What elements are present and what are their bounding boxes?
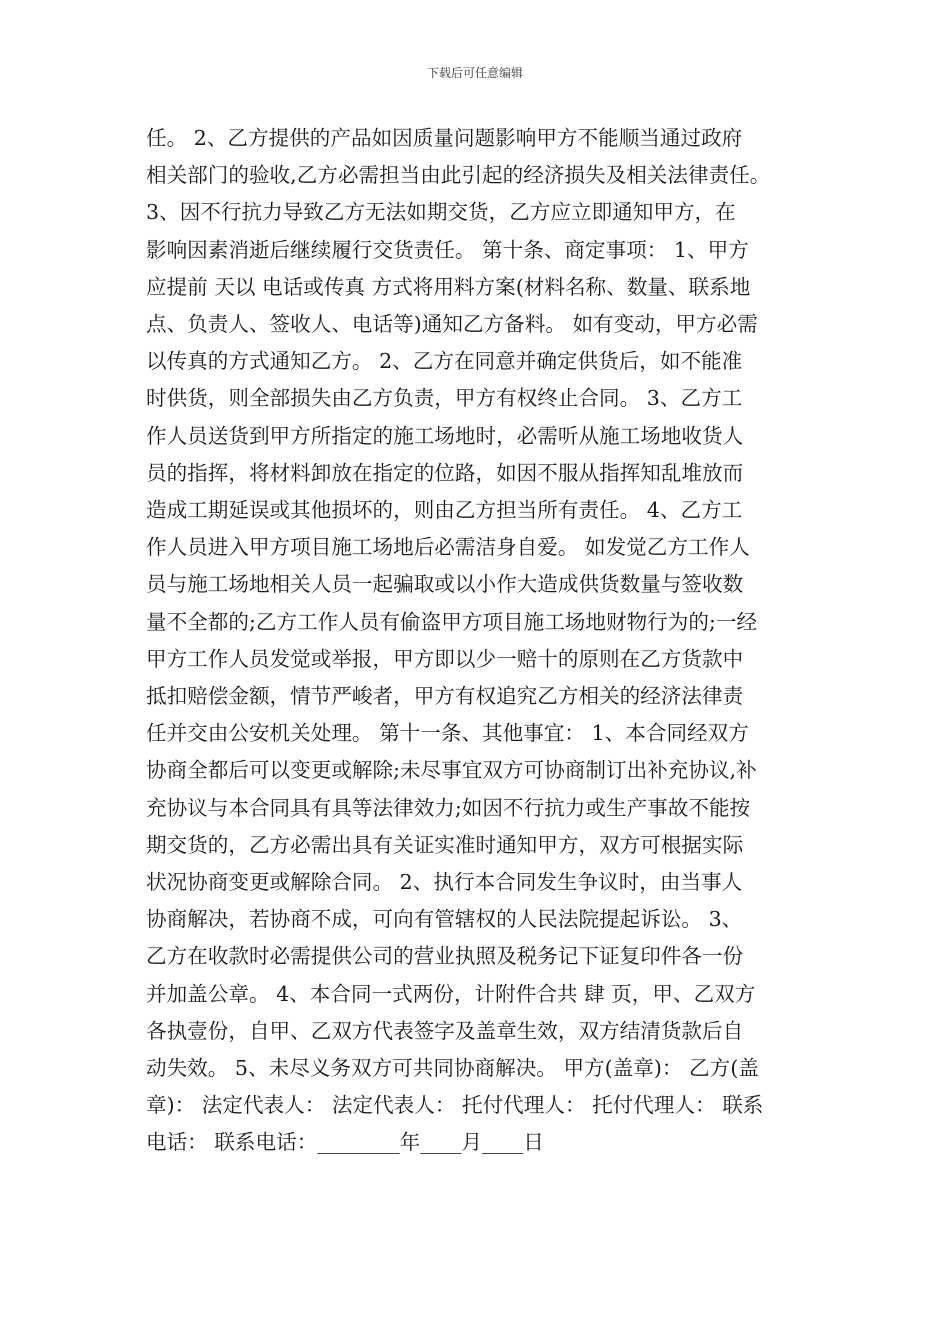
text-line: 影响因素消逝后继续履行交货责任。 第十条、商定事项： 1、甲方 bbox=[146, 237, 749, 262]
text-line: 相关部门的验收,乙方必需担当由此引起的经济损失及相关法律责任。 bbox=[146, 163, 771, 188]
text-line: 动失效。 5、未尽义务双方可共同协商解决。 甲方(盖章)： 乙方(盖 bbox=[146, 1056, 759, 1081]
text-line: 任。 2、乙方提供的产品如因质量问题影响甲方不能顺当通过政府 bbox=[146, 126, 743, 150]
text-line: 作人员进入甲方项目施工场地后必需洁身自爱。 如发觉乙方工作人 bbox=[146, 535, 750, 560]
text-line: 任并交由公安机关处理。 第十一条、其他事宜： 1、本合同经双方 bbox=[146, 721, 749, 746]
text-line: 以传真的方式通知乙方。 2、乙方在同意并确定供货后，如不能准 bbox=[146, 349, 743, 374]
text-line: 3、因不行抗力导致乙方无法如期交货，乙方应立即通知甲方，在 bbox=[146, 200, 736, 225]
text-line: 应提前 天以 电话或传真 方式将用料方案(材料名称、数量、联系地 bbox=[146, 274, 751, 299]
text-line: 电话： 联系电话：________年____月____日 bbox=[146, 1130, 544, 1155]
text-line: 员的指挥，将材料卸放在指定的位路，如因不服从指挥知乱堆放而 bbox=[146, 460, 744, 485]
text-line: 乙方在收款时必需提供公司的营业执照及税务记下证复印件各一份 bbox=[146, 944, 744, 969]
text-line: 协商全都后可以变更或解除;未尽事宜双方可协商制订出补充协议,补 bbox=[146, 758, 757, 783]
text-line: 造成工期延误或其他损坏的，则由乙方担当所有责任。 4、乙方工 bbox=[146, 498, 743, 523]
text-line: 甲方工作人员发觉或举报，甲方即以少一赔十的原则在乙方货款中 bbox=[146, 646, 744, 671]
text-line: 充协议与本合同具有具等法律效力;如因不行抗力或生产事故不能按 bbox=[146, 795, 751, 820]
text-line: 抵扣赔偿金额，情节严峻者，甲方有权追究乙方相关的经济法律责 bbox=[146, 684, 744, 709]
page-header: 下载后可任意编辑 bbox=[426, 66, 523, 80]
text-line: 并加盖公章。 4、本合同一式两份，计附件合共 肆 页，甲、乙双方 bbox=[146, 981, 756, 1006]
text-line: 员与施工场地相关人员一起骗取或以小作大造成供货数量与签收数 bbox=[146, 572, 744, 597]
text-line: 状况协商变更或解除合同。 2、执行本合同发生争议时，由当事人 bbox=[146, 870, 743, 895]
text-line: 期交货的，乙方必需出具有关证实准时通知甲方，双方可根据实际 bbox=[146, 832, 744, 857]
text-line: 时供货，则全部损失由乙方负责，甲方有权终止合同。 3、乙方工 bbox=[146, 386, 743, 411]
text-line: 章)： 法定代表人： 法定代表人： 托付代理人： 托付代理人： 联系 bbox=[146, 1093, 764, 1118]
text-line: 作人员送货到甲方所指定的施工场地时，必需听从施工场地收货人 bbox=[146, 423, 744, 448]
text-line: 量不全都的;乙方工作人员有偷盗甲方项目施工场地财物行为的;一经 bbox=[146, 609, 758, 634]
text-line: 点、负责人、签收人、电话等)通知乙方备料。 如有变动，甲方必需 bbox=[146, 312, 758, 337]
text-line: 各执壹份，自甲、乙双方代表签字及盖章生效，双方结清货款后自 bbox=[146, 1018, 744, 1043]
text-line: 协商解决，若协商不成，可向有管辖权的人民法院提起诉讼。 3、 bbox=[146, 907, 743, 932]
contract-body bbox=[146, 120, 810, 1162]
